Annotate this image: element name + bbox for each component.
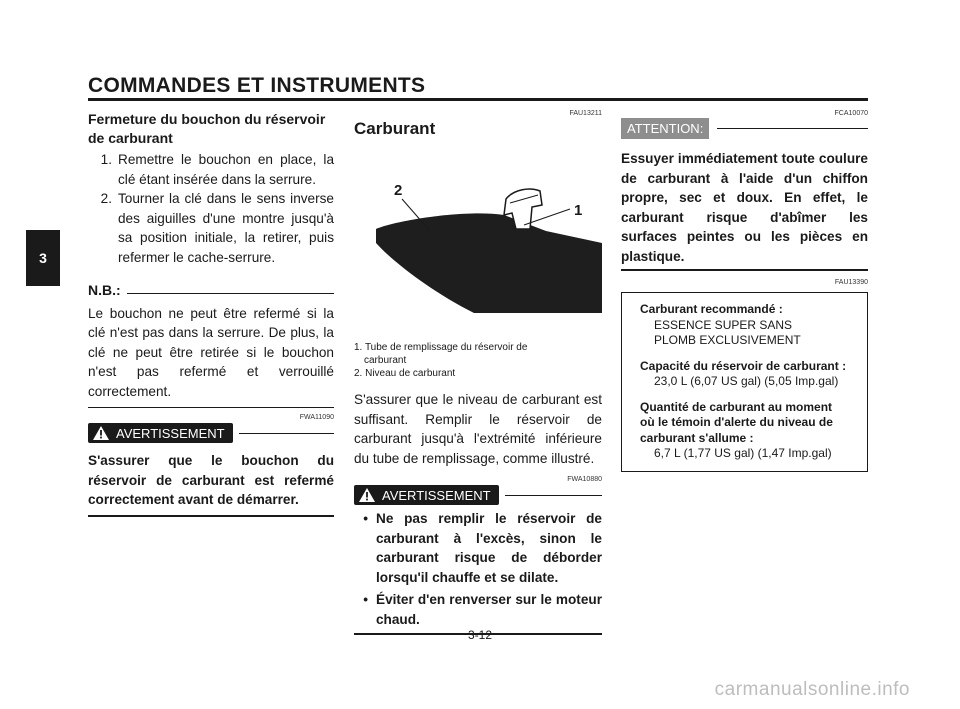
warning-badge: [88, 423, 233, 443]
warning-header: [354, 485, 602, 505]
steps-list: [88, 150, 334, 268]
warning-bullets: [354, 509, 602, 629]
section-heading-fuel: Carburant: [354, 119, 436, 138]
spec-fuel-label: Carburant recommandé :: [640, 302, 783, 316]
bullet-dot: •: [363, 511, 368, 526]
bullet-dot: •: [363, 592, 368, 607]
warning-label: AVERTISSEMENT: [116, 425, 225, 441]
chapter-tab: [26, 230, 60, 286]
spec-reserve-value: 6,7 L (1,77 US gal) (1,47 Imp.gal): [654, 446, 832, 460]
spec-reserve-label: Quantité de carburant au moment: [640, 399, 833, 414]
step-text: Tourner la clé dans le sens inverse des aiguilles d'une montre jusqu'à sa position initiale, la retirer, puis refermer le cache-serrure.: [118, 191, 334, 265]
section-heading-fuel-cap-closing: Fermeture du bouchon du réservoir de carburant: [88, 111, 326, 146]
figure-caption: [354, 341, 602, 380]
bullet-item: [354, 509, 602, 587]
column-middle: [354, 110, 602, 635]
warning-text: S'assurer que le bouchon du réservoir de carburant est refermé correctement avant de démarrer.: [88, 453, 334, 508]
bullet-text: Éviter d'en renverser sur le moteur chaud.: [376, 592, 602, 627]
callout-2: 2: [394, 182, 403, 199]
spec-fuel-value: PLOMB EXCLUSIVEMENT: [654, 333, 801, 347]
note-end-rule: [88, 407, 334, 408]
attention-header: [621, 118, 868, 139]
spec-capacity-value: 23,0 L (6,07 US gal) (5,05 Imp.gal): [654, 374, 839, 388]
attention-text: Essuyer immédiatement toute coulure de carburant à l'aide d'un chiffon propre, sec et doux. En effet, le carburant risque d'abîmer les surfaces peintes ou les pièces en plastique.: [621, 151, 868, 264]
step-text: Remettre le bouchon en place, la clé étant insérée dans la serrure.: [118, 152, 334, 187]
warning-badge: [354, 485, 499, 505]
chapter-tab-label: 3: [39, 250, 47, 266]
note-label: N.B.:: [88, 281, 121, 298]
column-left: [88, 110, 334, 517]
spec-reserve-label: où le témoin d'alerte du niveau de: [640, 415, 833, 429]
fuel-body-text: S'assurer que le niveau de carburant est suffisant. Remplir le réservoir de carburant jusqu'à l'extrémité inférieure du tube de remplissage, comme illustré.: [354, 392, 602, 466]
caption-line: 1. Tube de remplissage du réservoir de: [354, 342, 528, 353]
note-header: [88, 282, 334, 298]
watermark: carmanualsonline.info: [714, 679, 910, 700]
step-item: [88, 150, 334, 189]
warning-header: [88, 423, 334, 443]
step-number: 2.: [100, 191, 112, 207]
spec-fuel-value: ESSENCE SUPER SANS: [654, 317, 793, 332]
note-rule: [127, 293, 334, 294]
spec-gap: [640, 390, 861, 400]
title-rule: [88, 98, 868, 101]
fuel-tank-illustration: [354, 143, 602, 313]
step-item: [88, 189, 334, 267]
fuel-tank-figure: [354, 143, 602, 313]
note-text: Le bouchon ne peut être refermé si la clé n'est pas dans la serrure. De plus, la clé ne peut être retirée si le bouchon n'est pas refermé et verrouillé correctement.: [88, 305, 334, 399]
warning-code: FWA11090: [299, 414, 334, 422]
warning-triangle-icon: [358, 487, 376, 503]
warning-end-rule: [88, 515, 334, 517]
step-number: 1.: [100, 152, 112, 167]
section-code: FAU13211: [569, 110, 602, 117]
spec-capacity-label: Capacité du réservoir de carburant :: [640, 358, 847, 373]
warning-code: FWA10880: [567, 476, 602, 483]
spec-reserve-label: carburant s'allume :: [640, 430, 754, 445]
spec-code: FAU13390: [834, 279, 868, 286]
page-number: 3-12: [467, 628, 493, 642]
bullet-text: Ne pas remplir le réservoir de carburant à l'excès, sinon le carburant risque de déborder lorsqu'il chauffe et se dilate.: [376, 511, 602, 585]
attention-badge: ATTENTION:: [621, 118, 709, 139]
bullet-item: [354, 590, 602, 629]
callout-1: 1: [574, 202, 583, 219]
warning-rule: [239, 433, 334, 434]
attention-rule: [717, 128, 868, 129]
attention-end-rule: [621, 269, 868, 271]
caption-line: 2. Niveau de carburant: [354, 368, 456, 379]
warning-triangle-icon: [92, 425, 110, 441]
fuel-spec-box: [621, 292, 868, 472]
warning-rule: [505, 495, 602, 496]
chapter-title: COMMANDES ET INSTRUMENTS: [88, 74, 426, 97]
column-right: [621, 110, 868, 472]
warning-label: AVERTISSEMENT: [382, 487, 491, 503]
caption-line: carburant: [364, 355, 407, 366]
attention-code: FCA10070: [834, 110, 868, 117]
spec-gap: [640, 349, 861, 359]
